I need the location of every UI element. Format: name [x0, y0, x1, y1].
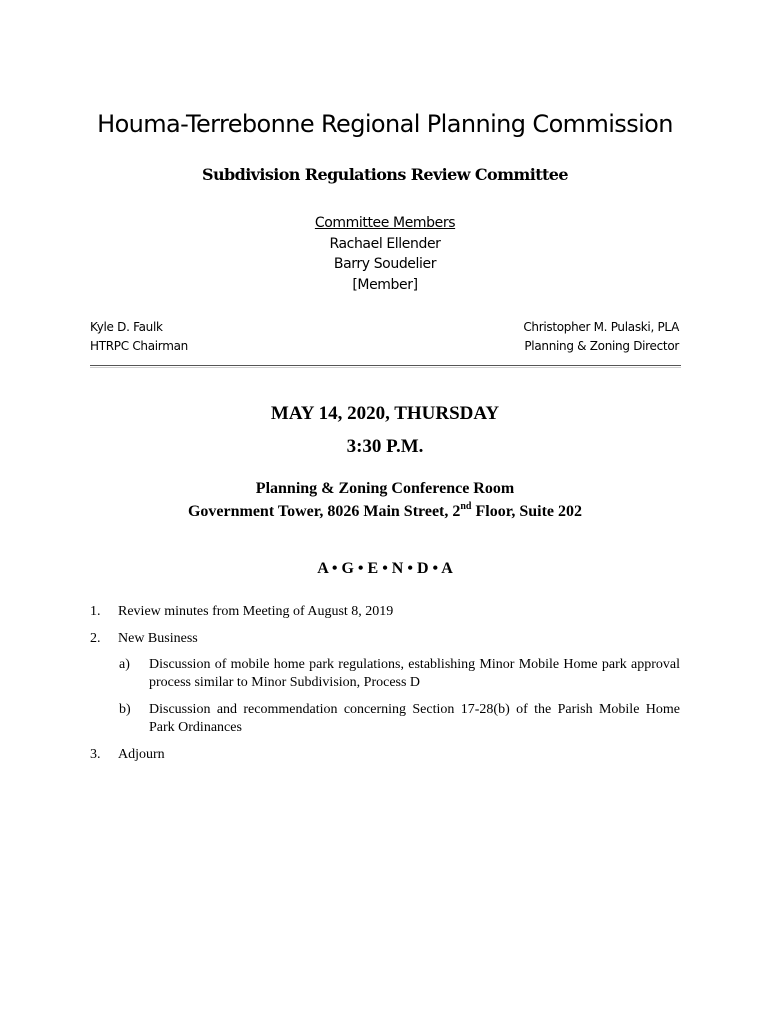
chairman-title: HTRPC Chairman	[90, 338, 188, 353]
agenda-subitem	[119, 701, 680, 741]
agenda-heading: A • G • E • N • D • A	[317, 560, 453, 577]
agenda-item-text: New Business	[118, 631, 198, 646]
agenda-item-text: Review minutes from Meeting of August 8, 2019	[118, 604, 394, 619]
meeting-time: 3:30 P.M.	[346, 436, 424, 457]
director-title: Planning & Zoning Director	[524, 338, 679, 353]
agenda-item	[90, 630, 690, 648]
member-name: [Member]	[352, 276, 418, 293]
agenda-item-number: 2.	[90, 631, 101, 646]
member-name: Barry Soudelier	[333, 256, 437, 272]
organization-title: Houma-Terrebonne Regional Planning Commission	[97, 110, 673, 138]
meeting-room: Planning & Zoning Conference Room	[255, 480, 515, 497]
member-name: Rachael Ellender	[329, 235, 441, 252]
address-ordinal-suffix: nd	[460, 501, 472, 512]
agenda-subitem-letter: b)	[119, 702, 131, 717]
agenda-item-number: 1.	[90, 604, 101, 619]
director-name: Christopher M. Pulaski, PLA	[523, 320, 679, 334]
meeting-address	[0, 501, 770, 521]
address-part: Government Tower, 8026 Main Street, 2	[187, 503, 461, 520]
agenda-item	[90, 603, 690, 621]
committee-subtitle: Subdivision Regulations Review Committee	[202, 165, 568, 184]
header-divider	[90, 365, 681, 368]
agenda-item	[90, 746, 690, 764]
agenda-subitem-text: Discussion of mobile home park regulations, establishing Minor Mobile Home park approval process similar to Minor Subdivision, Process D	[149, 657, 680, 690]
agenda-item-number: 3.	[90, 747, 101, 762]
agenda-subitem-text: Discussion and recommendation concerning Section 17-28(b) of the Parish Mobile Home Park Ordinances	[149, 702, 680, 735]
agenda-subitem-letter: a)	[119, 657, 130, 672]
members-heading: Committee Members	[314, 215, 456, 231]
chairman-name: Kyle D. Faulk	[90, 320, 163, 334]
chairman-signature-block	[90, 318, 188, 355]
address-part: Floor, Suite 202	[471, 503, 583, 520]
director-signature-block	[523, 318, 679, 355]
agenda-item-text: Adjourn	[118, 747, 165, 762]
committee-members	[0, 213, 770, 295]
meeting-date: MAY 14, 2020, THURSDAY	[270, 403, 500, 424]
agenda-subitem	[119, 656, 680, 696]
